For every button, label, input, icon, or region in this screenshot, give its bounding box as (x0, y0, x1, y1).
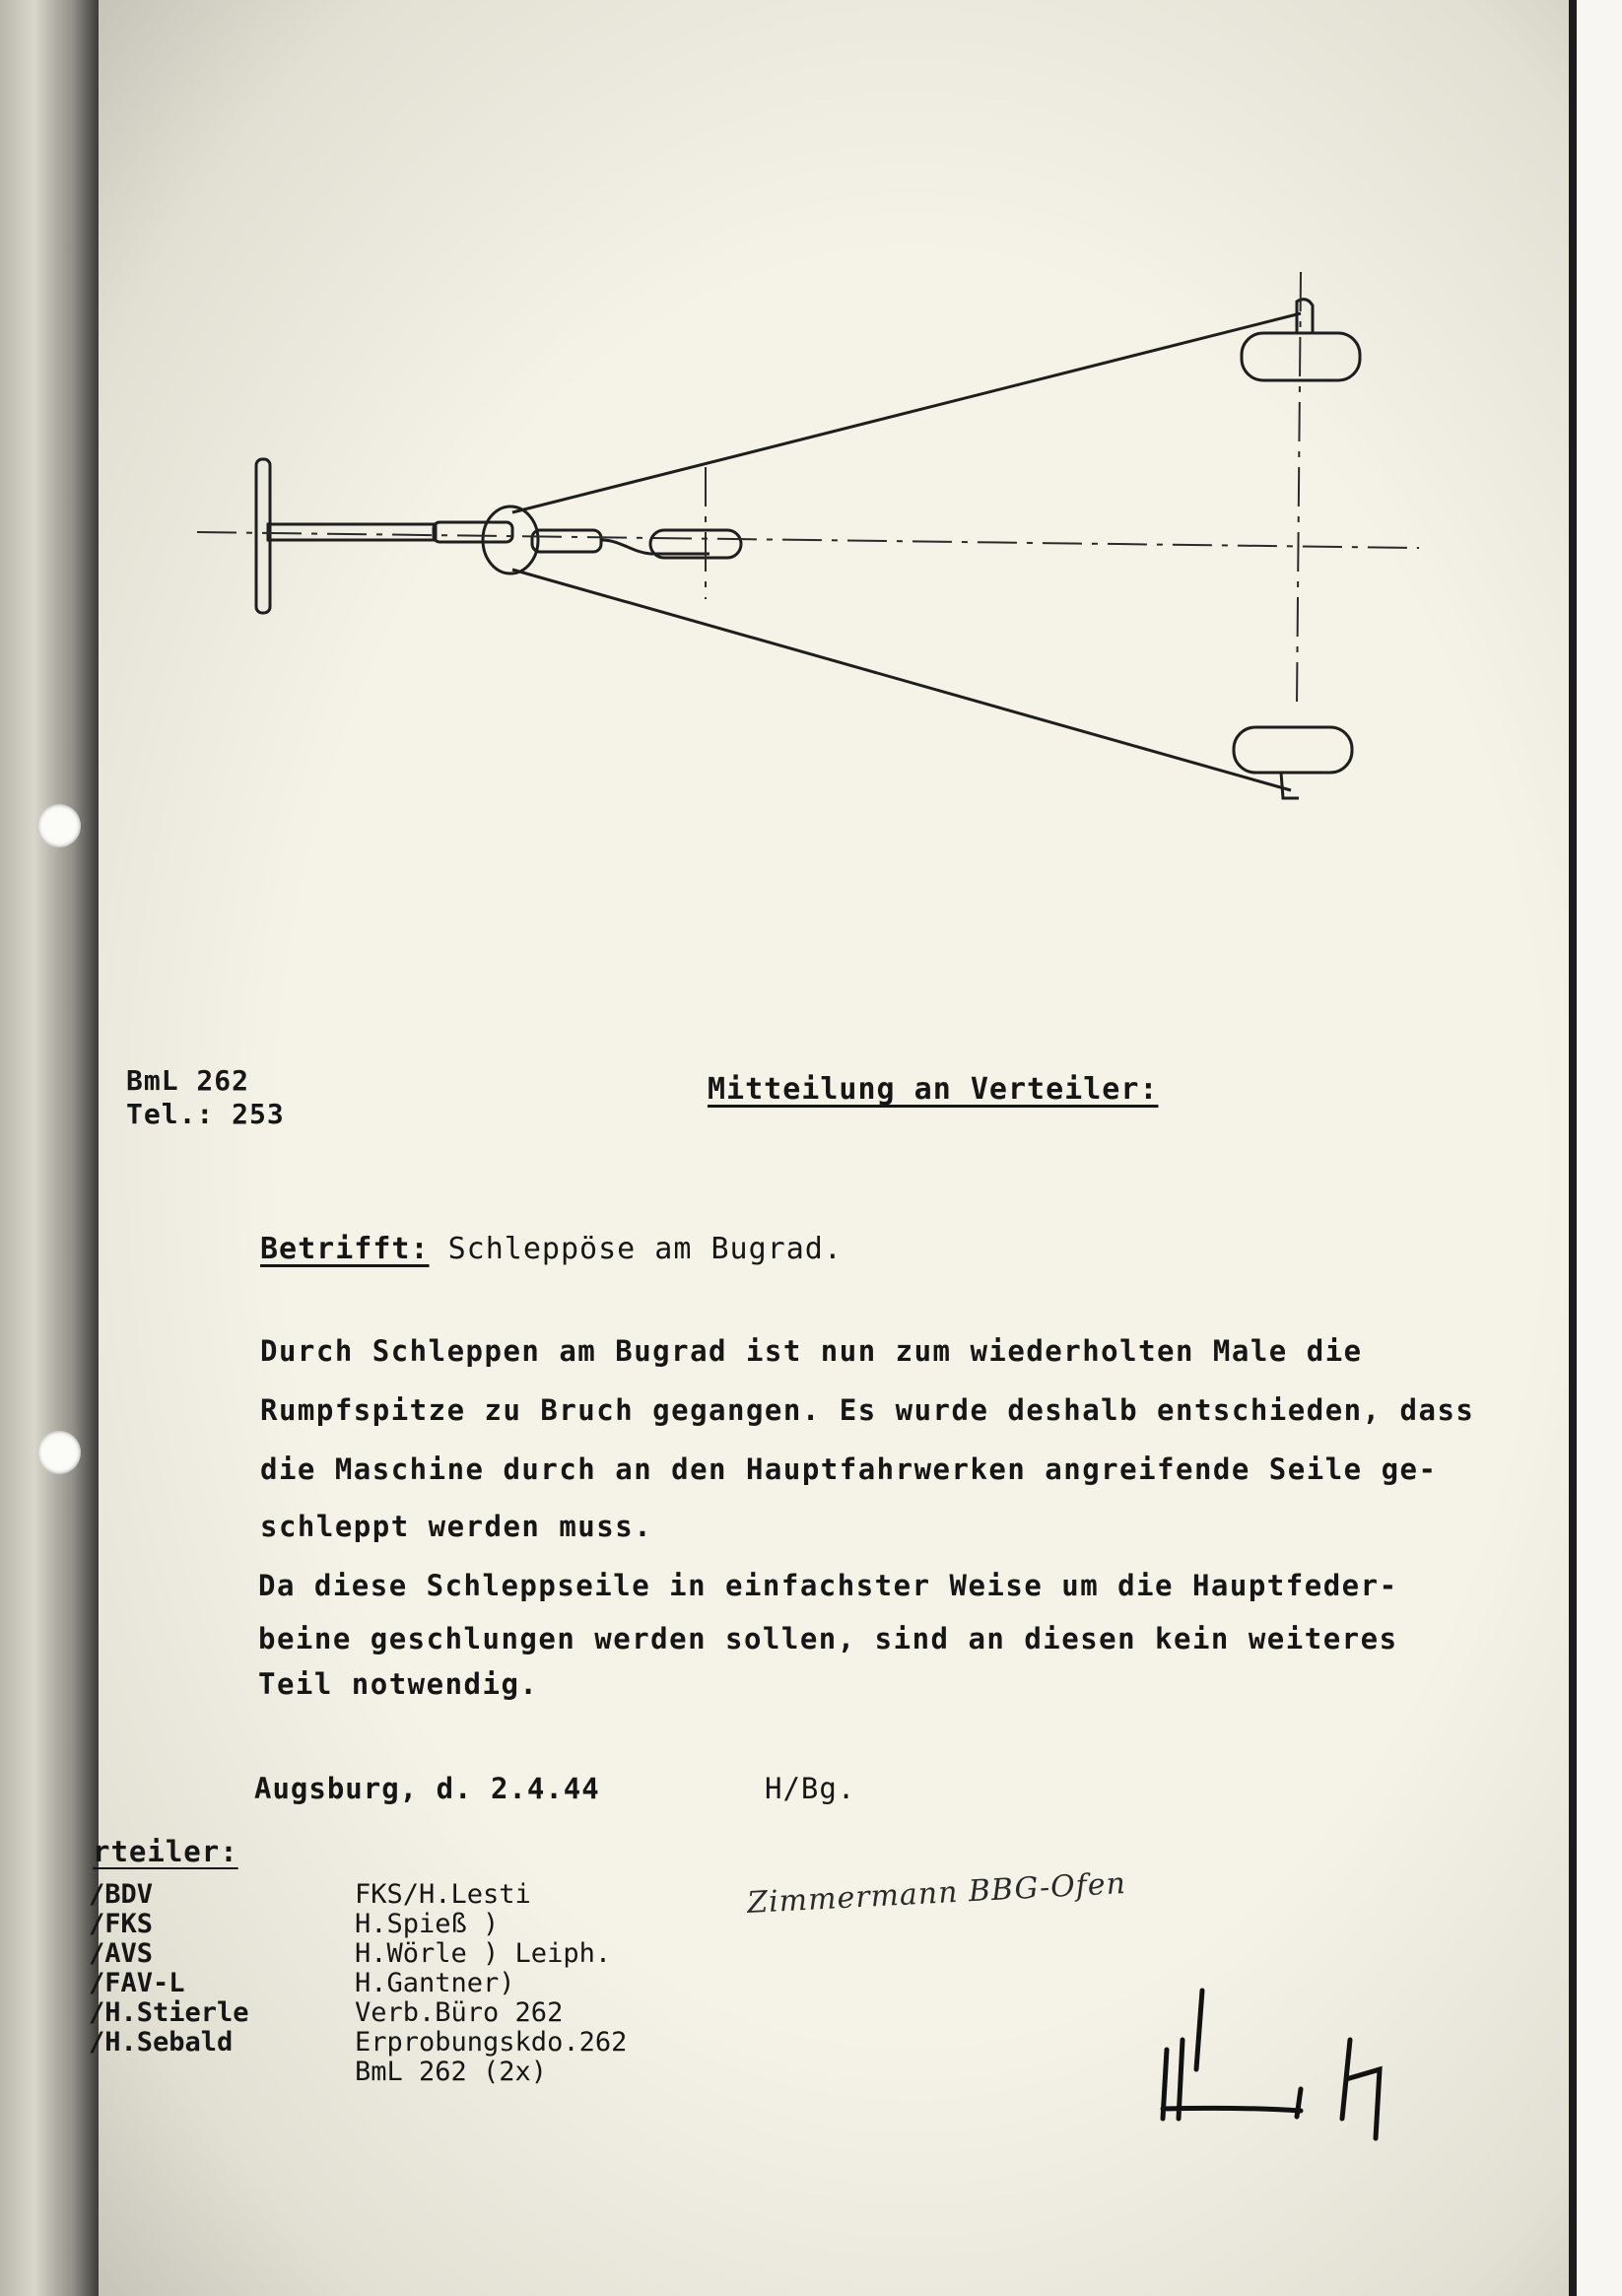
subject-label: Betrifft: (260, 1232, 430, 1266)
body-line: Rumpfspitze zu Bruch gegangen. Es wurde deshalb entschieden, dass (260, 1393, 1475, 1427)
distribution-list-middle (355, 1880, 627, 2087)
upper-gear-leg (1297, 300, 1313, 333)
distribution-entry: BmL 262 (2x) (355, 2057, 548, 2087)
tow-bar-coupling (434, 522, 512, 542)
place-date: Augsburg, d. 2.4.44 (254, 1772, 600, 1805)
handwritten-note: Zimmermann BBG-Ofen (746, 1865, 1127, 1922)
distribution-entry: H.Gantner) (355, 1968, 515, 1998)
subject-line (260, 1232, 843, 1266)
main-wheel-lower (1234, 727, 1352, 773)
distribution-entry: /AVS (89, 1938, 154, 1969)
signature (1153, 1971, 1409, 2148)
axle-line (1297, 272, 1301, 706)
distribution-entry: H.Wörle ) Leiph. (355, 1938, 612, 1969)
nose-strut (601, 540, 710, 554)
body-line: schleppt werden muss. (260, 1510, 653, 1543)
nose-link (532, 530, 601, 552)
body-line: die Maschine durch an den Hauptfahrwerken angreifende Seile ge- (260, 1452, 1438, 1486)
distribution-heading: rteiler: (93, 1835, 238, 1868)
body-line: Durch Schleppen am Bugrad ist nun zum wiederholten Male die (260, 1334, 1363, 1368)
body-line: Da diese Schleppseile in einfachster Weise um die Hauptfeder- (258, 1569, 1398, 1602)
distribution-entry: Erprobungskdo.262 (355, 2027, 628, 2058)
distribution-entry: /H.Stierle (89, 1997, 249, 2028)
phone-number: Tel.: 253 (126, 1098, 285, 1130)
distribution-entry: /FAV-L (89, 1968, 185, 1998)
distribution-entry: H.Spieß ) (355, 1909, 500, 1939)
distribution-list-left (89, 1880, 249, 2058)
office-code: BmL 262 (126, 1064, 250, 1097)
distribution-entry: /BDV (89, 1879, 154, 1910)
body-line: beine geschlungen werden sollen, sind an diesen kein weiteres (258, 1622, 1398, 1655)
tow-rope-lower (512, 570, 1291, 790)
author-initials: H/Bg. (765, 1772, 856, 1805)
distribution-entry: Verb.Büro 262 (355, 1997, 564, 2028)
subject-text: Schleppöse am Bugrad. (447, 1232, 843, 1266)
distribution-entry: FKS/H.Lesti (355, 1879, 531, 1910)
tow-bar-shaft (268, 524, 436, 540)
tow-rope-upper (512, 313, 1301, 512)
lower-gear-leg (1281, 773, 1299, 798)
body-line: Teil notwendig. (258, 1667, 539, 1701)
distribution-entry: /FKS (89, 1909, 154, 1939)
memo-title: Mitteilung an Verteiler: (708, 1072, 1159, 1107)
distribution-entry: /H.Sebald (89, 2027, 234, 2058)
